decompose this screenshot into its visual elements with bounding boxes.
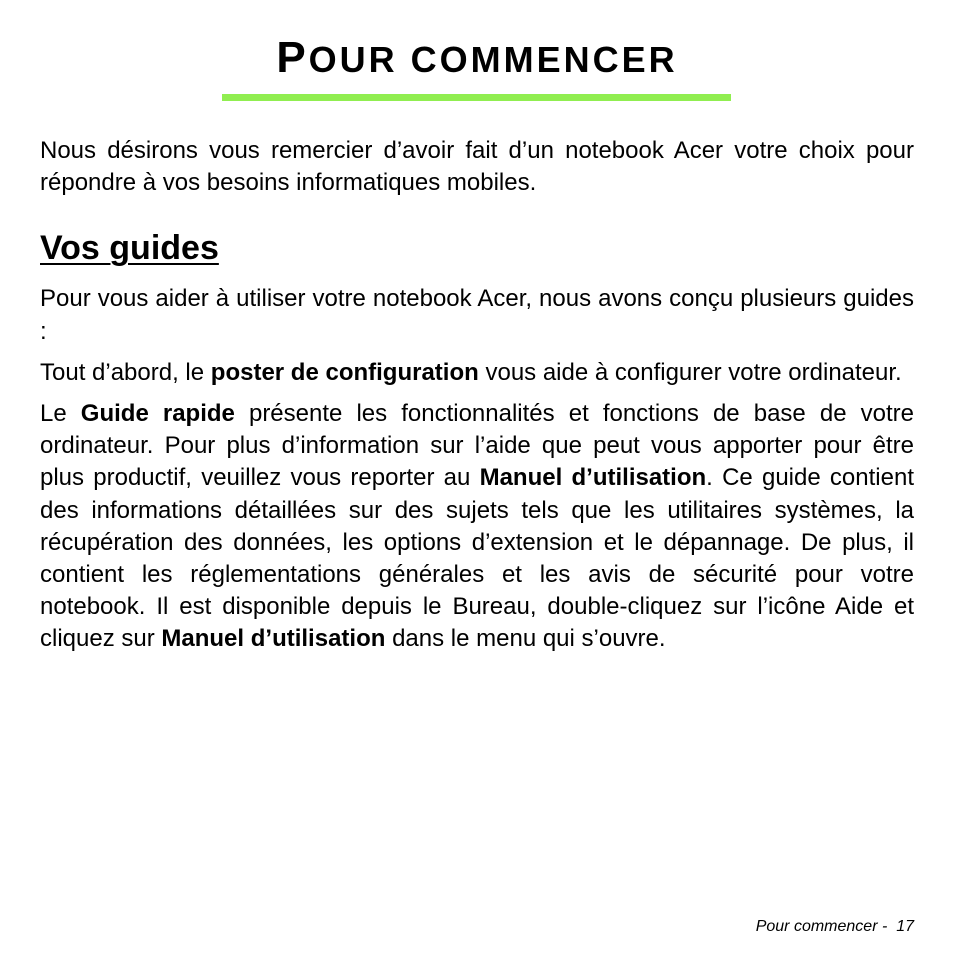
text-run: dans le menu qui s’ouvre. [385, 625, 666, 653]
main-content [40, 135, 914, 656]
title-underline-bar [222, 94, 731, 101]
text-run: Tout d’abord, le [40, 358, 211, 386]
bold-term-manuel: Manuel d’utilisation [479, 464, 707, 492]
intro-paragraph: Nous désirons vous remercier d’avoir fait d’un notebook Acer votre choix pour répondre à vos besoins informatiques mobiles. [40, 137, 914, 197]
page-title-rest: OUR COMMENCER [308, 39, 678, 80]
bold-term-poster: poster de configuration [210, 358, 479, 386]
text-run: Le [40, 400, 81, 428]
section-heading-vos-guides: Vos guides [40, 229, 219, 268]
page-footer [756, 916, 914, 938]
bold-term-guide-rapide: Guide rapide [80, 400, 235, 428]
footer-page-number: 17 [896, 918, 914, 935]
guides-paragraph-1: Pour vous aider à utiliser votre notebook Acer, nous avons conçu plusieurs guides : [40, 285, 914, 345]
footer-separator: - [877, 918, 897, 935]
page-title-initial: P [276, 33, 309, 82]
text-run: . Ce guide contient des informations détaillées sur des sujets tels que les utilitaires systèmes, la récupération des données, les options d’extension et le dépannage. De plus, il contient les réglementations générales et les avis de sécurité pour votre notebook. Il est disponible depuis le Bureau, double-cliquez sur l’icône Aide et cliquez sur [40, 464, 914, 653]
footer-section-name: Pour commencer [755, 918, 878, 935]
guides-paragraph-3 [40, 398, 914, 656]
text-run: vous aide à configurer votre ordinateur. [478, 358, 902, 386]
bold-term-manuel: Manuel d’utilisation [161, 625, 386, 653]
text-run: présente les fonctionnalités et fonctions de base de votre ordinateur. Pour plus d’information sur l’aide que peut vous apporter pour être plus productif, veuillez vous reporter au [40, 400, 914, 492]
page-title [0, 32, 954, 86]
guides-paragraph-2 [40, 357, 914, 389]
